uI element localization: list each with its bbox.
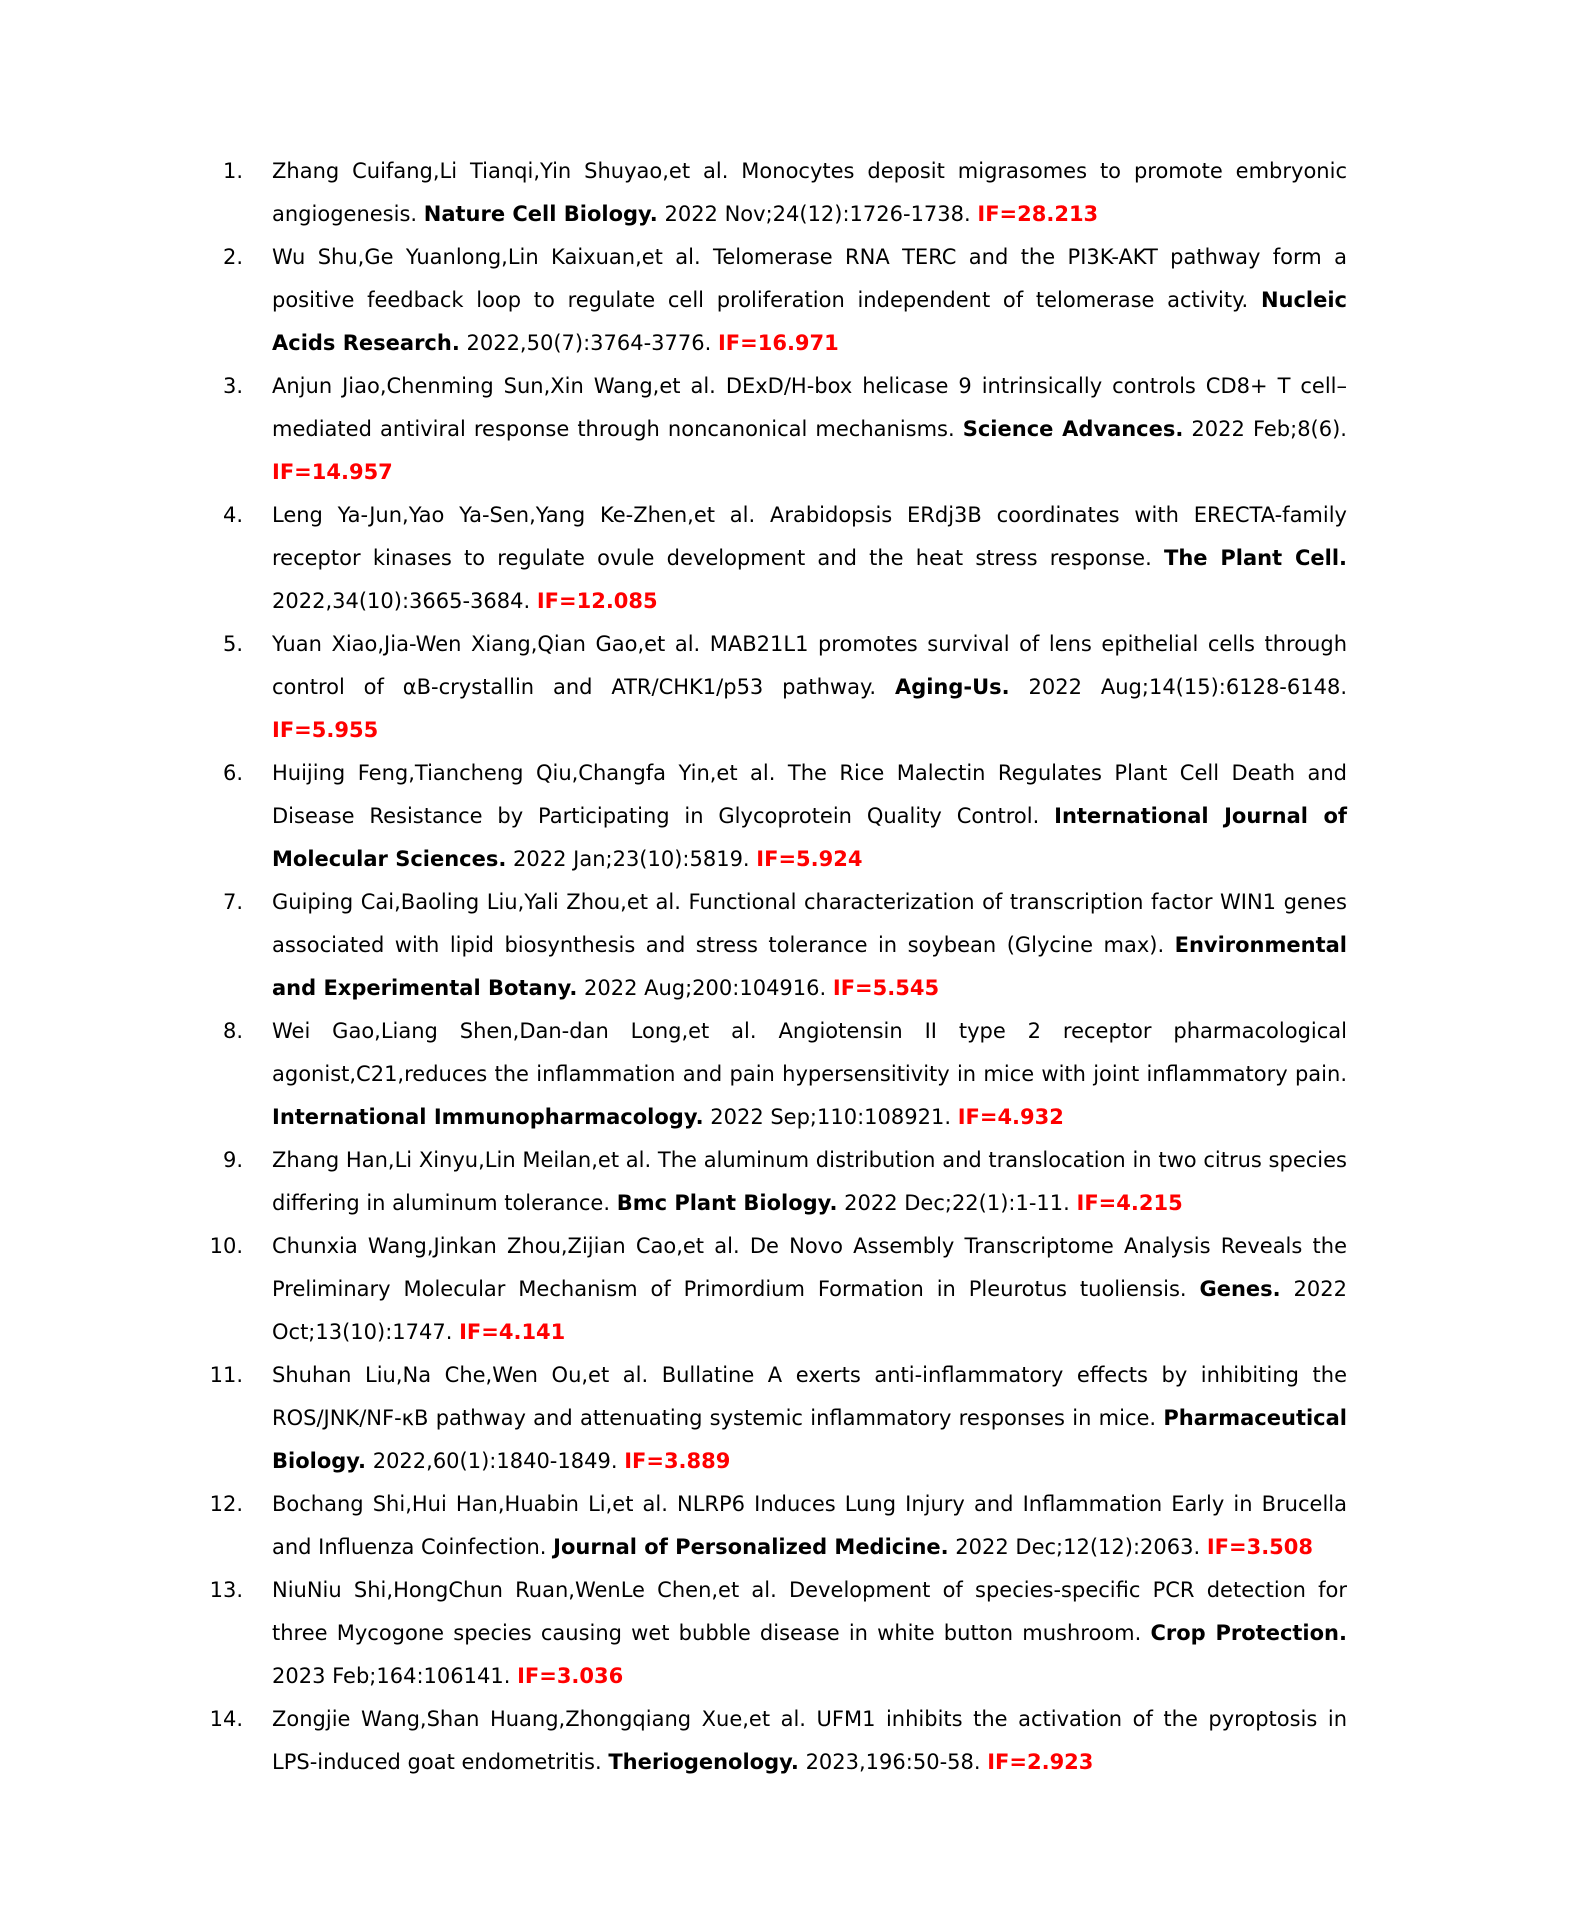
citation-details: 2022,60(1):1840-1849. — [366, 1449, 625, 1473]
journal-name: Nature Cell Biology. — [423, 202, 658, 226]
entry-text — [272, 1698, 1347, 1784]
entry-number: 1. — [222, 159, 243, 183]
entry-text — [272, 150, 1347, 236]
impact-factor-value: IF=2.923 — [987, 1750, 1094, 1774]
entry-number: 7. — [222, 890, 243, 914]
journal-name: Nucleic Acids Research. — [272, 288, 1347, 355]
citation-details: 2022 Aug;200:104916. — [577, 976, 833, 1000]
citation-entry — [205, 1354, 1347, 1483]
citation-authors-title: Wu Shu,Ge Yuanlong,Lin Kaixuan,et al. Telomerase RNA TERC and the PI3K-AKT pathway form a positive feedback loop to regulate cell proliferation independent of telomerase activity. — [272, 245, 1347, 312]
impact-factor-value: IF=3.036 — [517, 1664, 624, 1688]
entry-text — [272, 494, 1347, 623]
journal-name: Genes. — [1199, 1277, 1281, 1301]
citation-authors-title: Guiping Cai,Baoling Liu,Yali Zhou,et al. Functional characterization of transcription factor WIN1 genes associated with lipid biosynthesis and stress tolerance in soybean (Glycine max). — [272, 890, 1347, 957]
citation-authors-title: Zongjie Wang,Shan Huang,Zhongqiang Xue,et al. UFM1 inhibits the activation of the pyroptosis in LPS-induced goat endometritis. — [272, 1707, 1347, 1774]
entry-text — [272, 752, 1347, 881]
citation-entry — [205, 1139, 1347, 1225]
journal-name: Aging-Us. — [894, 675, 1010, 699]
citation-details: 2022 Sep;110:108921. — [703, 1105, 958, 1129]
entry-number: 14. — [209, 1707, 243, 1731]
entry-text — [272, 1354, 1347, 1483]
citation-details: 2022 Nov;24(12):1726-1738. — [657, 202, 978, 226]
citation-entry — [205, 1483, 1347, 1569]
citation-authors-title: Zhang Han,Li Xinyu,Lin Meilan,et al. The aluminum distribution and translocation in two citrus species differing in aluminum tolerance. — [272, 1148, 1347, 1215]
journal-name: Theriogenology. — [608, 1750, 799, 1774]
citation-details: 2023,196:50-58. — [798, 1750, 988, 1774]
impact-factor-value: IF=5.545 — [832, 976, 940, 1000]
citation-authors-title: Bochang Shi,Hui Han,Huabin Li,et al. NLRP6 Induces Lung Injury and Inflammation Early in Brucella and Influenza Coinfection. — [272, 1492, 1347, 1559]
citation-authors-title: Wei Gao,Liang Shen,Dan-dan Long,et al. Angiotensin II type 2 receptor pharmacological agonist,C21,reduces the inflammation and pain hypersensitivity in mice with joint inflammatory pain. — [272, 1019, 1347, 1086]
entry-number: 11. — [209, 1363, 243, 1387]
impact-factor-value: IF=4.932 — [957, 1105, 1064, 1129]
citation-authors-title: NiuNiu Shi,HongChun Ruan,WenLe Chen,et al. Development of species-specific PCR detection for three Mycogone species causing wet bubble disease in white button mushroom. — [272, 1578, 1347, 1645]
citation-details: 2022,50(7):3764-3776. — [459, 331, 718, 355]
impact-factor-value: IF=5.924 — [756, 847, 863, 871]
entry-number: 10. — [209, 1234, 243, 1258]
journal-name: Environmental and Experimental Botany. — [272, 933, 1347, 1000]
citation-entry — [205, 150, 1347, 236]
journal-name: International Journal of Molecular Sciences. — [272, 804, 1348, 871]
journal-name: The Plant Cell. — [1164, 546, 1347, 570]
citation-details: 2022 Dec;12(12):2063. — [948, 1535, 1207, 1559]
impact-factor-value: IF=4.141 — [459, 1320, 566, 1344]
impact-factor-value: IF=4.215 — [1076, 1191, 1183, 1215]
entry-number: 12. — [209, 1492, 243, 1516]
entry-text — [272, 236, 1347, 365]
citation-details: 2023 Feb;164:106141. — [272, 1664, 518, 1688]
entry-number: 4. — [222, 503, 243, 527]
citation-entry — [205, 881, 1347, 1010]
entry-text — [272, 1569, 1347, 1698]
citation-entry — [205, 623, 1347, 752]
impact-factor-value: IF=5.955 — [272, 718, 379, 742]
entry-text — [272, 881, 1347, 1010]
citation-authors-title: Yuan Xiao,Jia-Wen Xiang,Qian Gao,et al. MAB21L1 promotes survival of lens epithelial cells through control of αB-crystallin and ATR/CHK1/p53 pathway. — [272, 632, 1347, 699]
citation-entry — [205, 1698, 1347, 1784]
citation-entry — [205, 236, 1347, 365]
entry-number: 13. — [209, 1578, 243, 1602]
entry-number: 8. — [222, 1019, 243, 1043]
impact-factor-value: IF=14.957 — [272, 460, 393, 484]
citation-entry — [205, 1225, 1347, 1354]
journal-name: Journal of Personalized Medicine. — [553, 1535, 949, 1559]
entry-number: 6. — [222, 761, 243, 785]
citation-authors-title: Zhang Cuifang,Li Tianqi,Yin Shuyao,et al. Monocytes deposit migrasomes to promote embryonic angiogenesis. — [272, 159, 1347, 226]
citation-authors-title: Chunxia Wang,Jinkan Zhou,Zijian Cao,et al. De Novo Assembly Transcriptome Analysis Reveals the Preliminary Molecular Mechanism of Primordium Formation in Pleurotus tuoliensis. — [272, 1234, 1347, 1301]
journal-name: Bmc Plant Biology. — [616, 1191, 838, 1215]
entry-number: 5. — [222, 632, 243, 656]
citation-entry — [205, 1010, 1347, 1139]
citation-details: 2022 Feb;8(6). — [1183, 417, 1347, 441]
citation-details: 2022 Oct;13(10):1747. — [272, 1277, 1347, 1344]
journal-name: Crop Protection. — [1150, 1621, 1347, 1645]
impact-factor-value: IF=28.213 — [977, 202, 1099, 226]
entry-text — [272, 1483, 1347, 1569]
entry-text — [272, 623, 1347, 752]
entry-text — [272, 1225, 1347, 1354]
citation-details: 2022 Dec;22(1):1-11. — [837, 1191, 1077, 1215]
impact-factor-value: IF=16.971 — [717, 331, 839, 355]
citation-entry — [205, 365, 1347, 494]
entry-number: 9. — [222, 1148, 243, 1172]
entry-text — [272, 1139, 1347, 1225]
impact-factor-value: IF=3.508 — [1206, 1535, 1314, 1559]
citation-entry — [205, 1569, 1347, 1698]
citation-details: 2022 Jan;23(10):5819. — [506, 847, 757, 871]
journal-name: International Immunopharmacology. — [272, 1105, 704, 1129]
journal-name: Pharmaceutical Biology. — [272, 1406, 1347, 1473]
entry-number: 3. — [222, 374, 243, 398]
impact-factor-value: IF=3.889 — [624, 1449, 731, 1473]
citation-authors-title: Huijing Feng,Tiancheng Qiu,Changfa Yin,et al. The Rice Malectin Regulates Plant Cell Death and Disease Resistance by Participating in Glycoprotein Quality Control. — [272, 761, 1347, 828]
journal-name: Science Advances. — [962, 417, 1184, 441]
citation-authors-title: Anjun Jiao,Chenming Sun,Xin Wang,et al. DExD/H-box helicase 9 intrinsically controls CD8+ T cell–mediated antiviral response through noncanonical mechanisms. — [272, 374, 1347, 441]
entry-text — [272, 365, 1347, 494]
publication-list — [205, 150, 1347, 1784]
impact-factor-value: IF=12.085 — [536, 589, 658, 613]
citation-authors-title: Shuhan Liu,Na Che,Wen Ou,et al. Bullatine A exerts anti-inflammatory effects by inhibiting the ROS/JNK/NF-κB pathway and attenuating systemic inflammatory responses in mice. — [272, 1363, 1347, 1430]
entry-text — [272, 1010, 1347, 1139]
citation-details: 2022,34(10):3665-3684. — [272, 589, 537, 613]
citation-entry — [205, 494, 1347, 623]
citation-entry — [205, 752, 1347, 881]
citation-details: 2022 Aug;14(15):6128-6148. — [1009, 675, 1347, 699]
citation-authors-title: Leng Ya-Jun,Yao Ya-Sen,Yang Ke-Zhen,et al. Arabidopsis ERdj3B coordinates with ERECTA-family receptor kinases to regulate ovule development and the heat stress response. — [272, 503, 1347, 570]
entry-number: 2. — [222, 245, 243, 269]
